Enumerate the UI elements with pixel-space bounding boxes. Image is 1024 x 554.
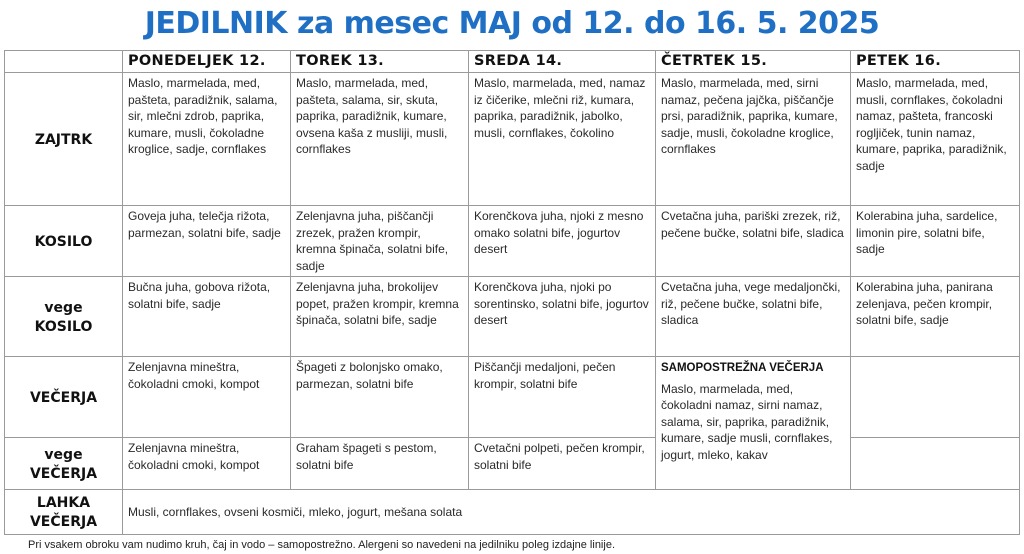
meal-label-vecerja-vege: VEČERJA (29, 465, 98, 482)
meal-label-vege-kosilo (5, 277, 123, 357)
meal-label-vecerja: VEČERJA (5, 357, 123, 438)
meal-label-zajtrk: ZAJTRK (5, 73, 123, 206)
meal-label-vege-2: vege (44, 446, 83, 463)
vege-vecerja-tuesday: Graham špageti s pestom, solatni bife (291, 438, 469, 490)
menu-table (4, 50, 1020, 535)
vege-vecerja-monday: Zelenjavna mineštra, čokoladni cmoki, kompot (123, 438, 291, 490)
lahka-vecerja-all-days: Musli, cornflakes, ovseni kosmiči, mleko, jogurt, mešana solata (123, 490, 1020, 535)
day-header-friday: PETEK 16. (851, 51, 1020, 73)
vege-vecerja-wednesday: Cvetačni polpeti, pečen krompir, solatni bife (469, 438, 656, 490)
day-header-tuesday: TOREK 13. (291, 51, 469, 73)
row-lahka-vecerja (5, 490, 1020, 535)
page-title: JEDILNIK za mesec MAJ od 12. do 16. 5. 2025 (144, 6, 880, 41)
row-vege-vecerja (5, 438, 1020, 490)
meal-label-kosilo-vege: KOSILO (34, 318, 93, 335)
zajtrk-friday: Maslo, marmelada, med, musli, cornflakes, čokoladni namaz, pašteta, francoski rogljiček, tunin namaz, kumare, paprika, paradižnik, sadje (851, 73, 1020, 206)
zajtrk-thursday: Maslo, marmelada, med, sirni namaz, pečena jajčka, piščančje prsi, paradižnik, paprika, kumare, sadje, musli, čokoladne kroglice, cornflakes (656, 73, 851, 206)
kosilo-tuesday: Zelenjavna juha, piščančji zrezek, pražen krompir, kremna špinača, solatni bife, sadje (291, 206, 469, 277)
vecerja-tuesday: Špageti z bolonjsko omako, parmezan, solatni bife (291, 357, 469, 438)
vege-kosilo-wednesday: Korenčkova juha, njoki po sorentinsko, solatni bife, jogurtov desert (469, 277, 656, 357)
vecerja-friday (851, 357, 1020, 438)
vege-kosilo-monday: Bučna juha, gobova rižota, solatni bife, sadje (123, 277, 291, 357)
meal-label-vege: vege (44, 299, 83, 316)
row-zajtrk (5, 73, 1020, 206)
zajtrk-wednesday: Maslo, marmelada, med, namaz iz čičerike, mlečni riž, kumara, paprika, paradižnik, jabolko, musli, cornflakes, čokolino (469, 73, 656, 206)
vege-kosilo-friday: Kolerabina juha, panirana zelenjava, pečen krompir, solatni bife, sadje (851, 277, 1020, 357)
row-vege-kosilo (5, 277, 1020, 357)
kosilo-thursday: Cvetačna juha, pariški zrezek, riž, pečene bučke, solatni bife, sladica (656, 206, 851, 277)
day-header-wednesday: SREDA 14. (469, 51, 656, 73)
zajtrk-tuesday: Maslo, marmelada, med, pašteta, salama, sir, skuta, paprika, paradižnik, kumare, ovsena kaša z musliji, musli, cornflakes (291, 73, 469, 206)
samopostrezna-heading: SAMOPOSTREŽNA VEČERJA (661, 362, 824, 374)
vecerja-wednesday: Piščančji medaljoni, pečen krompir, solatni bife (469, 357, 656, 438)
row-vecerja (5, 357, 1020, 438)
day-header-thursday: ČETRTEK 15. (656, 51, 851, 73)
zajtrk-monday: Maslo, marmelada, med, pašteta, paradižnik, salama, sir, mlečni zdrob, paprika, kumare, musli, čokoladne kroglice, sadje, cornflakes (123, 73, 291, 206)
vecerja-monday: Zelenjavna mineštra, čokoladni cmoki, kompot (123, 357, 291, 438)
footnote: Pri vsakem obroku vam nudimo kruh, čaj in vodo – samopostrežno. Alergeni so navedeni na jedilniku poleg izdajne linije. (28, 539, 615, 551)
meal-label-lahka-vecerja (5, 490, 123, 535)
vege-vecerja-friday (851, 438, 1020, 490)
meal-label-vecerja-lahka: VEČERJA (29, 514, 98, 530)
kosilo-wednesday: Korenčkova juha, njoki z mesno omako solatni bife, jogurtov desert (469, 206, 656, 277)
meal-label-kosilo: KOSILO (5, 206, 123, 277)
day-header-monday: PONEDELJEK 12. (123, 51, 291, 73)
corner-cell (5, 51, 123, 73)
header-row (5, 51, 1020, 73)
meal-label-lahka: LAHKA (36, 495, 91, 511)
vege-kosilo-tuesday: Zelenjavna juha, brokolijev popet, pražen krompir, kremna špinača, solatni bife, sadje (291, 277, 469, 357)
kosilo-monday: Goveja juha, telečja rižota, parmezan, solatni bife, sadje (123, 206, 291, 277)
samopostrezna-text: Maslo, marmelada, med, čokoladni namaz, sirni namaz, salama, sir, paprika, paradižnik, kumare, sadje musli, cornflakes, jogurt, mleko, kakav (661, 381, 833, 462)
meal-label-vege-vecerja (5, 438, 123, 490)
kosilo-friday: Kolerabina juha, sardelice, limonin pire, solatni bife, sadje (851, 206, 1020, 277)
vege-kosilo-thursday: Cvetačna juha, vege medaljončki, riž, pečene bučke, solatni bife, sladica (656, 277, 851, 357)
samopostrezna-vecerja-thursday (656, 357, 851, 490)
row-kosilo (5, 206, 1020, 277)
